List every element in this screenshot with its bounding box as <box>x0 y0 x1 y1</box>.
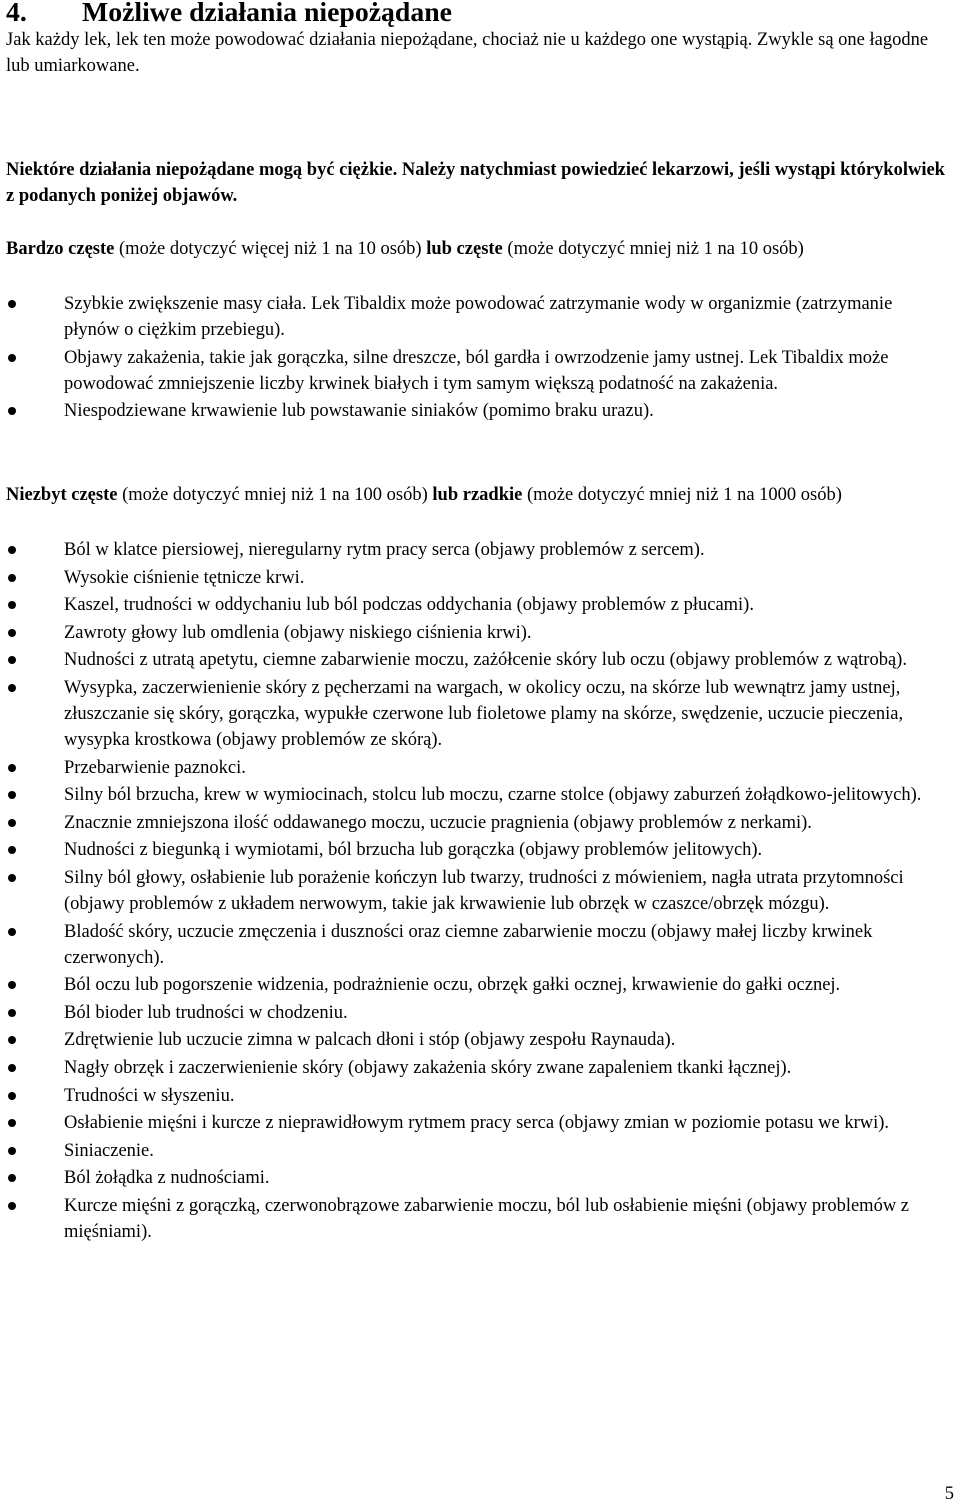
list-item <box>6 1165 950 1191</box>
frequency-label-common: lub częste <box>426 239 503 259</box>
list-item-text: Silny ból brzucha, krew w wymiocinach, stolcu lub moczu, czarne stolce (objawy zaburzeń żołądkowo-jelitowych). <box>64 785 922 806</box>
bullet-icon <box>8 1092 16 1100</box>
list-item-text: Nudności z utratą apetytu, ciemne zabarwienie moczu, zażółcenie skóry lub oczu (objawy problemów z wątrobą). <box>64 650 907 671</box>
bullet-icon <box>8 1174 16 1182</box>
bullet-icon <box>8 1119 16 1127</box>
list-item-text: Ból w klatce piersiowej, nieregularny rytm pracy serca (objawy problemów z sercem). <box>64 540 705 560</box>
bullet-icon <box>8 1202 16 1210</box>
bullet-icon <box>8 629 16 637</box>
list-item-text: Osłabienie mięśni i kurcze z nieprawidłowym rytmem pracy serca (objawy zmian w poziomie potasu we krwi). <box>64 1113 890 1134</box>
bullet-icon <box>8 1036 16 1044</box>
list-item <box>6 592 950 618</box>
section-number: 4. <box>6 0 27 28</box>
list-item-text: Wysypka, zaczerwienienie skóry z pęcherzami na wargach, w okolicy oczu, na skórze lub wewnątrz jamy ustnej, złuszczanie się skóry, gorączka, wypukłe czerwone lub fioletowe plamy na skórze, swędzenie, uczucie pieczenia, wysypka krostkowa (objawy problemów ze skórą). <box>64 677 904 750</box>
list-item-text: Szybkie zwiększenie masy ciała. Lek Tibaldix może powodować zatrzymanie wody w organizmie (zatrzymanie płynów o ciężkim przebiegu). <box>64 294 893 340</box>
list-item-text: Przebarwienie paznokci. <box>64 757 246 778</box>
bullet-icon <box>8 684 16 692</box>
bullet-icon <box>8 981 16 989</box>
list-item <box>6 972 950 998</box>
intro-paragraph: Jak każdy lek, lek ten może powodować działania niepożądane, chociaż nie u każdego one wystąpią. Zwykle są one łagodne lub umiarkowane. <box>6 30 929 76</box>
list-item <box>6 291 950 343</box>
section-heading <box>6 0 452 26</box>
bullet-icon <box>8 874 16 882</box>
list-item-text: Objawy zakażenia, takie jak gorączka, silne dreszcze, ból gardła i owrzodzenie jamy ustnej. Lek Tibaldix może powodować zmniejszenie liczby krwinek białych i tym samym większą podatność na zakażenia. <box>64 347 889 394</box>
bullet-icon <box>8 819 16 827</box>
bullet-icon <box>8 928 16 936</box>
bullet-icon <box>8 1147 16 1155</box>
list-item <box>6 1055 950 1081</box>
list-item <box>6 1000 950 1026</box>
list-item-text: Nudności z biegunką i wymiotami, ból brzucha lub gorączka (objawy problemów jelitowych). <box>64 840 763 861</box>
list-item <box>6 755 950 781</box>
side-effects-list-common <box>6 291 950 426</box>
list-item-text: Niespodziewane krwawienie lub powstawanie siniaków (pomimo braku urazu). <box>64 401 654 422</box>
bullet-icon <box>8 300 16 308</box>
frequency-desc-uncommon: (może dotyczyć mniej niż 1 na 100 osób) <box>117 485 433 505</box>
list-item <box>6 620 950 646</box>
list-item <box>6 345 950 397</box>
list-item-text: Nagły obrzęk i zaczerwienienie skóry (objawy zakażenia skóry zwane zapaleniem tkanki łącznej). <box>64 1057 792 1078</box>
list-item-text: Ból bioder lub trudności w chodzeniu. <box>64 1002 348 1023</box>
list-item <box>6 537 950 563</box>
list-item-text: Zdrętwienie lub uczucie zimna w palcach dłoni i stóp (objawy zespołu Raynauda). <box>64 1030 676 1051</box>
list-item-text: Bladość skóry, uczucie zmęczenia i duszności oraz ciemne zabarwienie moczu (objawy małej liczby krwinek czerwonych). <box>64 921 873 968</box>
list-item <box>6 1193 950 1245</box>
list-item-text: Znacznie zmniejszona ilość oddawanego moczu, uczucie pragnienia (objawy problemów z nerkami). <box>64 812 812 833</box>
bullet-icon <box>8 791 16 799</box>
list-item-text: Zawroty głowy lub omdlenia (objawy niskiego ciśnienia krwi). <box>64 622 532 643</box>
list-item <box>6 1083 950 1109</box>
list-item <box>6 647 950 673</box>
frequency-heading-uncommon <box>6 482 946 508</box>
bullet-icon <box>8 764 16 772</box>
bullet-icon <box>8 546 16 554</box>
list-item-text: Trudności w słyszeniu. <box>64 1085 235 1106</box>
list-item-text: Kurcze mięśni z gorączką, czerwonobrązowe zabarwienie moczu, ból lub osłabienie mięśni (objawy problemów z mięśniami). <box>64 1195 910 1242</box>
list-item <box>6 782 950 808</box>
list-item-text: Ból żołądka z nudnościami. <box>64 1168 270 1189</box>
list-item <box>6 398 950 424</box>
bullet-icon <box>8 1009 16 1017</box>
bullet-icon <box>8 846 16 854</box>
frequency-desc-rare: (może dotyczyć mniej niż 1 na 1000 osób) <box>522 485 842 505</box>
list-item <box>6 919 950 971</box>
bullet-icon <box>8 601 16 609</box>
bullet-icon <box>8 1064 16 1072</box>
list-item <box>6 865 950 917</box>
list-item <box>6 837 950 863</box>
frequency-heading-common <box>6 236 946 262</box>
list-item <box>6 675 950 753</box>
list-item <box>6 1110 950 1136</box>
frequency-desc-common: (może dotyczyć mniej niż 1 na 10 osób) <box>502 239 804 259</box>
list-item <box>6 1027 950 1053</box>
list-item-text: Silny ból głowy, osłabienie lub porażenie kończyn lub twarzy, trudności z mówieniem, nagła utrata przytomności (objawy problemów z układem nerwowym, takie jak krwawienie lub obrzęk w czaszce/obrzęk mózgu). <box>64 867 904 914</box>
frequency-label-rare: lub rzadkie <box>432 485 523 505</box>
page-number: 5 <box>944 1484 954 1504</box>
list-item-text: Ból oczu lub pogorszenie widzenia, podrażnienie oczu, obrzęk gałki ocznej, krwawienie do gałki ocznej. <box>64 975 841 996</box>
bullet-icon <box>8 656 16 664</box>
side-effects-list-uncommon <box>6 537 950 1246</box>
bullet-icon <box>8 354 16 362</box>
list-item-text: Wysokie ciśnienie tętnicze krwi. <box>64 567 305 588</box>
list-item <box>6 810 950 836</box>
frequency-desc-very-common: (może dotyczyć więcej niż 1 na 10 osób) <box>114 239 427 259</box>
frequency-label-uncommon: Niezbyt częste <box>6 485 118 505</box>
list-item <box>6 1138 950 1164</box>
bullet-icon <box>8 574 16 582</box>
warning-paragraph: Niektóre działania niepożądane mogą być ciężkie. Należy natychmiast powiedzieć lekarzowi, jeśli wystąpi którykolwiek z podanych poniżej objawów. <box>6 160 945 206</box>
list-item-text: Siniaczenie. <box>64 1140 154 1161</box>
frequency-label-very-common: Bardzo częste <box>6 239 115 259</box>
section-title: Możliwe działania niepożądane <box>82 0 452 28</box>
list-item <box>6 565 950 591</box>
bullet-icon <box>8 407 16 415</box>
list-item-text: Kaszel, trudności w oddychaniu lub ból podczas oddychania (objawy problemów z płucami). <box>64 595 754 616</box>
